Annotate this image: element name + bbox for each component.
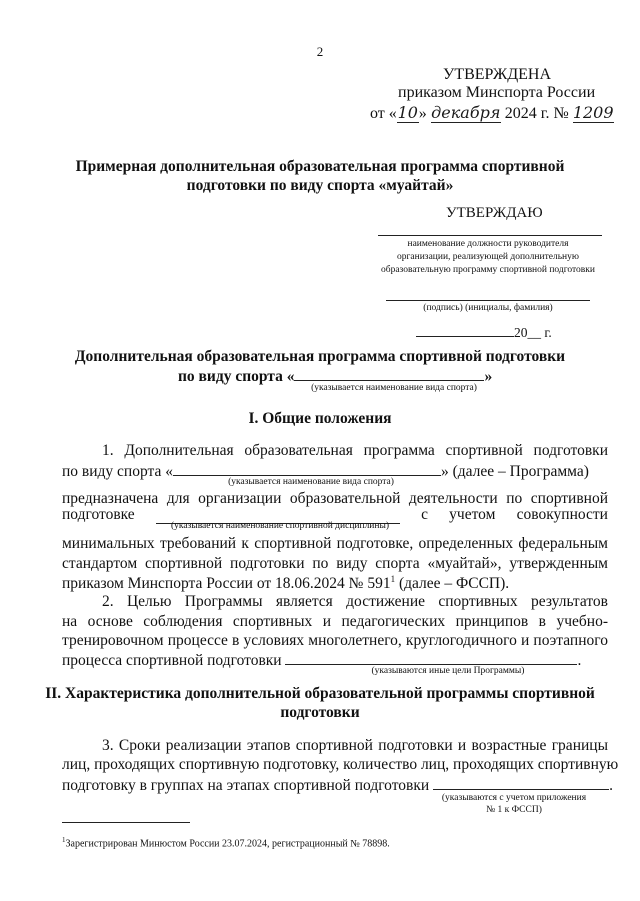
position-caption: наименование должности руководителя организации, реализующей дополнительную образовательную программу спортивной подготовки xyxy=(380,239,595,275)
p1-line3: предназначена для организации образовательной деятельности по спортивной xyxy=(62,490,608,507)
p2-line3: тренировочном процессе в условиях многолетнего, круглогодичного и поэтапного xyxy=(62,632,608,649)
footnote: $^1$Зарегистрирован Минюстом России 23.07.2024, регистрационный № 78898. xyxy=(62,836,390,850)
p2-line2: на основе соблюдения спортивных и педагогических принципов в учебно- xyxy=(62,613,608,630)
p3-line1: 3. Сроки реализации этапов спортивной подготовки и возрастные границы xyxy=(102,737,608,754)
date-month: декабря xyxy=(431,103,501,122)
approval-order: приказом Минспорта России xyxy=(398,84,596,101)
p2-caption: (указываются иные цели Программы) xyxy=(371,666,525,676)
org-approve-label: УТВЕРЖДАЮ xyxy=(446,205,543,221)
date-day: 10 xyxy=(397,103,418,122)
p1-line5: минимальных требований к спортивной подготовке, определенных федеральным xyxy=(62,535,608,552)
position-line xyxy=(378,235,602,236)
program-title-line2: по виду спорта « » xyxy=(178,368,493,385)
p2-line1: 2. Целью Программы является достижение спортивных результатов xyxy=(102,593,608,610)
p2-line4: процесса спортивной подготовки . xyxy=(62,652,582,669)
approval-title: УТВЕРЖДЕНА xyxy=(443,66,552,83)
doc-title-line1: Примерная дополнительная образовательная программа спортивной xyxy=(75,158,565,175)
program-title-caption: (указывается наименование вида спорта) xyxy=(311,383,477,393)
p1-line1: 1. Дополнительная образовательная программа спортивной подготовки xyxy=(102,442,608,459)
signature-line xyxy=(386,300,590,301)
date-mid: » xyxy=(418,105,427,122)
date-prefix: от « xyxy=(370,105,397,122)
program-title-line1: Дополнительная образовательная программа спортивной подготовки xyxy=(74,348,566,365)
doc-title xyxy=(60,157,580,195)
order-number: 1209 xyxy=(572,103,614,122)
p3-caption: (указываются с учетом приложения № 1 к ФССП) xyxy=(441,793,587,815)
p1-line4: подготовке с учетом совокупности xyxy=(62,506,608,523)
p3-line2: лиц, проходящих спортивную подготовку, количество лиц, проходящих спортивную xyxy=(62,756,619,773)
section2-heading-line2: подготовки xyxy=(280,704,360,721)
signature-caption: (подпись) (инициалы, фамилия) xyxy=(423,303,553,313)
section1-heading: I. Общие положения xyxy=(248,410,392,427)
page-number: 2 xyxy=(316,44,324,59)
doc-title-line2: подготовки по виду спорта «муайтай» xyxy=(186,177,454,194)
p1-caption-sport: (указывается наименование вида спорта) xyxy=(228,477,394,487)
approval-date xyxy=(370,103,614,123)
sign-date: 20__ г. xyxy=(416,325,552,341)
footnote-separator xyxy=(62,822,190,823)
p1-line6: стандартом спортивной подготовки по виду спорта «муайтай», утвержденным xyxy=(62,555,608,572)
date-year: 2024 г. № xyxy=(504,105,569,122)
p1-line2: по виду спорта « » (далее – Программа) xyxy=(62,463,589,480)
section2-heading-line1: II. Характеристика дополнительной образовательной программы спортивной xyxy=(45,685,595,702)
p1-line7: приказом Минспорта России от 18.06.2024 № $591^1$ (далее – ФССП). xyxy=(62,574,510,593)
p3-line3: подготовку в группах на этапах спортивной подготовки . xyxy=(62,777,613,794)
p1-caption-discipline: (указывается наименование спортивной дисциплины) xyxy=(170,521,390,531)
